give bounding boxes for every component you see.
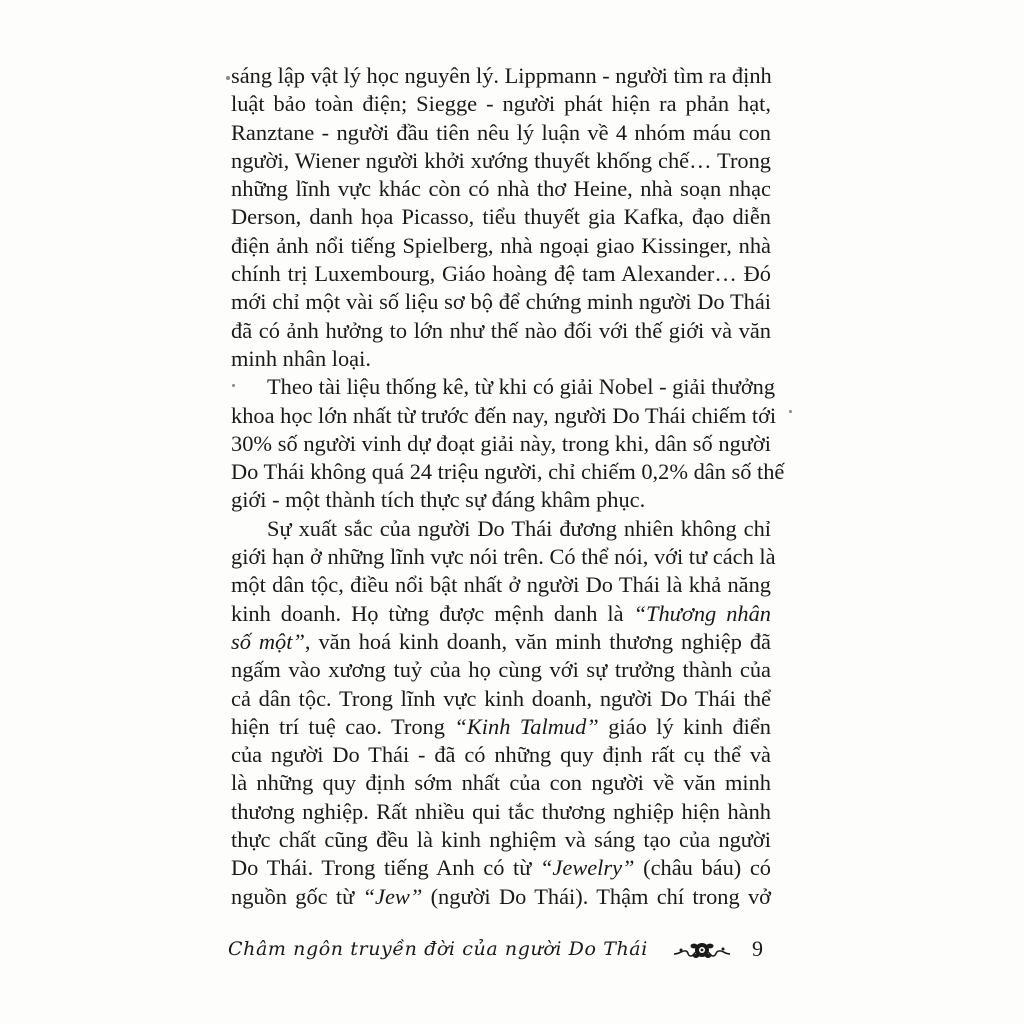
text-line: Derson, danh họa Picasso, tiểu thuyết gia Kafka, đạo diễn bbox=[231, 204, 771, 230]
text-line: của người Do Thái - đã có những quy định rất cụ thể và bbox=[231, 742, 771, 768]
page-number: 9 bbox=[752, 936, 763, 961]
body-text bbox=[231, 62, 785, 911]
text-line: mới chỉ một vài số liệu sơ bộ để chứng minh người Do Thái bbox=[231, 289, 771, 315]
text-line: một dân tộc, điều nổi bật nhất ở người Do Thái là khả năng bbox=[231, 572, 771, 598]
text-line: Theo tài liệu thống kê, từ khi có giải Nobel - giải thưởng bbox=[267, 374, 776, 400]
italic-term: “Jewelry” bbox=[539, 855, 635, 881]
text-line: ngấm vào xương tuỷ của họ cùng với sự trưởng thành của bbox=[231, 657, 771, 683]
text-line: những lĩnh vực khác còn có nhà thơ Heine, nhà soạn nhạc bbox=[231, 176, 771, 202]
text-line: Ranztane - người đầu tiên nêu lý luận về 4 nhóm máu con bbox=[231, 119, 771, 145]
italic-term: “Jew” bbox=[362, 883, 423, 909]
text-line: số một”, văn hoá kinh doanh, văn minh thương nghiệp đã bbox=[231, 628, 771, 654]
text-line: minh nhân loại. bbox=[231, 345, 371, 371]
text-line: cả dân tộc. Trong lĩnh vực kinh doanh, người Do Thái thể bbox=[231, 685, 771, 711]
floral-ornament-icon bbox=[672, 938, 732, 962]
print-speck bbox=[789, 410, 792, 413]
italic-term: “Thương nhân bbox=[633, 600, 771, 626]
text-line: Do Thái. Trong tiếng Anh có từ “Jewelry” (châu báu) có bbox=[231, 855, 771, 881]
text-line: người, Wiener người khởi xướng thuyết khống chế… Trong bbox=[231, 147, 771, 173]
text-line: kinh doanh. Họ từng được mệnh danh là “Thương nhân bbox=[231, 600, 771, 626]
text-line: là những quy định sớm nhất của con người về văn minh bbox=[231, 770, 771, 796]
text-line: hiện trí tuệ cao. Trong “Kinh Talmud” giáo lý kinh điển bbox=[231, 713, 771, 739]
text-line: đã có ảnh hưởng to lớn như thế nào đối với thế giới và văn bbox=[231, 317, 771, 343]
text-line: sáng lập vật lý học nguyên lý. Lippmann - người tìm ra định bbox=[231, 63, 772, 88]
italic-term: “Kinh Talmud” bbox=[454, 713, 599, 739]
print-speck bbox=[232, 384, 235, 387]
text-line: khoa học lớn nhất từ trước đến nay, người Do Thái chiếm tới bbox=[231, 402, 777, 428]
text-line: nguồn gốc từ “Jew” (người Do Thái). Thậm chí trong vở bbox=[231, 883, 771, 909]
text-line: 30% số người vinh dự đoạt giải này, trong khi, dân số người bbox=[231, 430, 771, 456]
text-line: Do Thái không quá 24 triệu người, chỉ chiếm 0,2% dân số thế bbox=[231, 459, 785, 485]
italic-term: số một” bbox=[231, 628, 305, 654]
running-title: Châm ngôn truyền đời của người Do Thái bbox=[228, 938, 648, 960]
page-footer bbox=[228, 934, 773, 968]
text-line: giới - một thành tích thực sự đáng khâm phục. bbox=[231, 487, 646, 513]
print-speck bbox=[226, 76, 230, 80]
text-line: thương nghiệp. Rất nhiều qui tắc thương nghiệp hiện hành bbox=[231, 798, 771, 824]
text-line: chính trị Luxembourg, Giáo hoàng đệ tam Alexander… Đó bbox=[231, 261, 771, 287]
text-line: Sự xuất sắc của người Do Thái đương nhiên không chỉ bbox=[267, 515, 771, 541]
text-line: điện ảnh nổi tiếng Spielberg, nhà ngoại giao Kissinger, nhà bbox=[231, 232, 771, 258]
text-line: thực chất cũng đều là kinh nghiệm và sáng tạo của người bbox=[231, 827, 771, 853]
text-line: luật bảo toàn điện; Siegge - người phát hiện ra phản hạt, bbox=[231, 91, 771, 117]
text-line: giới hạn ở những lĩnh vực nói trên. Có thể nói, với tư cách là bbox=[231, 544, 776, 570]
